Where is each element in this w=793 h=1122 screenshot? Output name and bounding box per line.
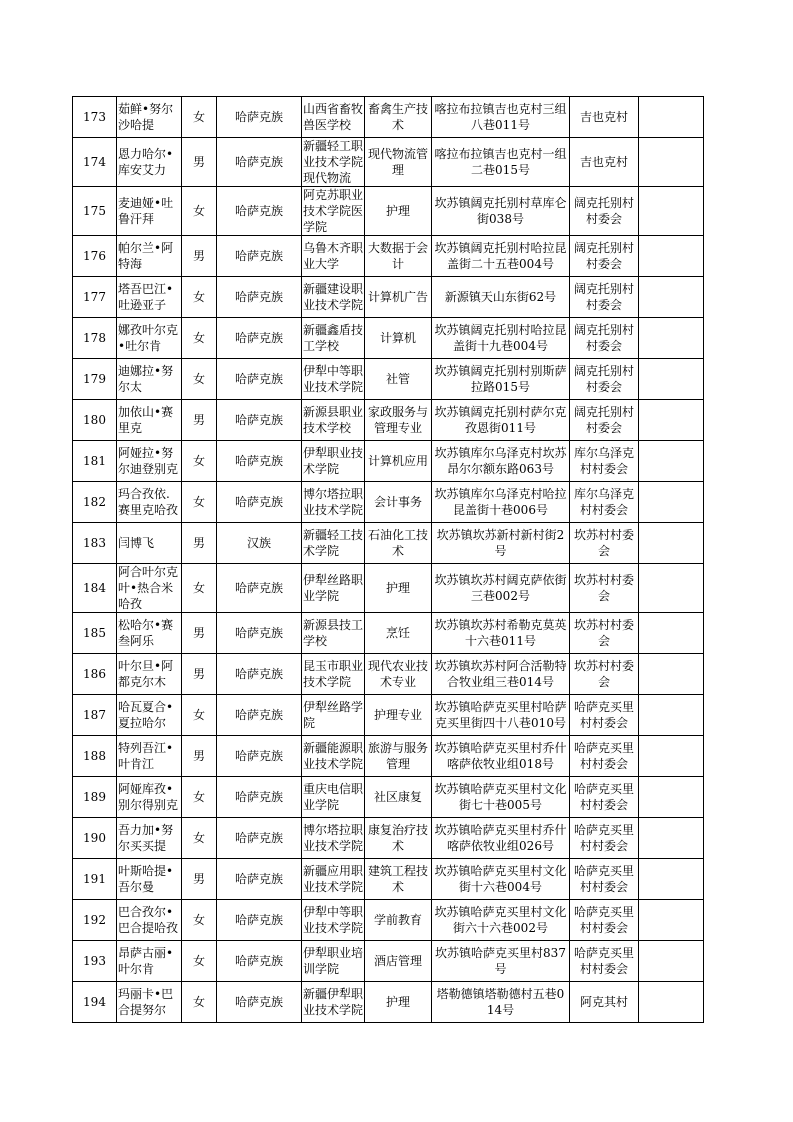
- village-cell: 哈萨克买里村村委会: [570, 941, 639, 982]
- home-address-cell: 坎苏镇哈萨克买里村哈萨克买里街四十八巷010号: [432, 695, 570, 736]
- home-address-cell: 喀拉布拉镇吉也克村一组二巷015号: [432, 138, 570, 187]
- school-cell: 伊犁丝路职业学院: [302, 564, 365, 613]
- home-address-cell: 坎苏镇坎苏新村新村街2号: [432, 523, 570, 564]
- gender-cell: 女: [182, 818, 217, 859]
- gender-cell: 女: [182, 441, 217, 482]
- roster-table: [72, 96, 704, 1023]
- row-number-cell: 191: [73, 859, 117, 900]
- major-cell: 计算机广告: [365, 277, 432, 318]
- ethnicity-cell: 哈萨克族: [217, 318, 302, 359]
- student-name-cell: 昂萨古丽•叶尔肯: [117, 941, 182, 982]
- ethnicity-cell: 哈萨克族: [217, 277, 302, 318]
- row-number-cell: 189: [73, 777, 117, 818]
- village-cell: 阔克托别村村委会: [570, 277, 639, 318]
- ethnicity-cell: 哈萨克族: [217, 187, 302, 236]
- major-cell: 家政服务与管理专业: [365, 400, 432, 441]
- gender-cell: 男: [182, 654, 217, 695]
- student-name-cell: 哈瓦夏合•夏拉哈尔: [117, 695, 182, 736]
- school-cell: 新疆应用职业技术学院: [302, 859, 365, 900]
- student-name-cell: 阿娅库孜•别尔得别克: [117, 777, 182, 818]
- school-cell: 伊犁丝路学院: [302, 695, 365, 736]
- gender-cell: 女: [182, 482, 217, 523]
- major-cell: 畜禽生产技术: [365, 97, 432, 138]
- home-address-cell: 坎苏镇阔克托别村哈拉昆盖街二十五巷004号: [432, 236, 570, 277]
- row-number-cell: 182: [73, 482, 117, 523]
- village-cell: 吉也克村: [570, 138, 639, 187]
- ethnicity-cell: 哈萨克族: [217, 818, 302, 859]
- gender-cell: 女: [182, 564, 217, 613]
- table-row: [73, 982, 704, 1023]
- ethnicity-cell: 汉族: [217, 523, 302, 564]
- major-cell: 现代物流管理: [365, 138, 432, 187]
- table-row: [73, 736, 704, 777]
- gender-cell: 男: [182, 736, 217, 777]
- gender-cell: 男: [182, 859, 217, 900]
- remarks-cell: [639, 982, 704, 1023]
- home-address-cell: 坎苏镇坎苏村希勒克莫英十六巷011号: [432, 613, 570, 654]
- gender-cell: 女: [182, 318, 217, 359]
- remarks-cell: [639, 97, 704, 138]
- major-cell: 学前教育: [365, 900, 432, 941]
- row-number-cell: 187: [73, 695, 117, 736]
- student-name-cell: 恩力哈尔•库安艾力: [117, 138, 182, 187]
- major-cell: 现代农业技术专业: [365, 654, 432, 695]
- village-cell: 阔克托别村村委会: [570, 236, 639, 277]
- village-cell: 库尔乌泽克村村委会: [570, 441, 639, 482]
- school-cell: 重庆电信职业学院: [302, 777, 365, 818]
- major-cell: 社管: [365, 359, 432, 400]
- row-number-cell: 179: [73, 359, 117, 400]
- major-cell: 酒店管理: [365, 941, 432, 982]
- table-row: [73, 277, 704, 318]
- major-cell: 护理: [365, 982, 432, 1023]
- ethnicity-cell: 哈萨克族: [217, 982, 302, 1023]
- village-cell: 阔克托别村村委会: [570, 359, 639, 400]
- student-name-cell: 叶尔旦•阿都克尔木: [117, 654, 182, 695]
- major-cell: 计算机: [365, 318, 432, 359]
- student-name-cell: 特列吾江•叶肯江: [117, 736, 182, 777]
- village-cell: 哈萨克买里村村委会: [570, 777, 639, 818]
- ethnicity-cell: 哈萨克族: [217, 400, 302, 441]
- gender-cell: 男: [182, 613, 217, 654]
- school-cell: 新疆轻工技术学院: [302, 523, 365, 564]
- ethnicity-cell: 哈萨克族: [217, 359, 302, 400]
- home-address-cell: 坎苏镇阔克托别村别斯萨拉路015号: [432, 359, 570, 400]
- school-cell: 博尔塔拉职业技术学院: [302, 818, 365, 859]
- school-cell: 新疆建设职业技术学院: [302, 277, 365, 318]
- school-cell: 阿克苏职业技术学院医学院: [303, 188, 364, 234]
- remarks-cell: [639, 900, 704, 941]
- ethnicity-cell: 哈萨克族: [217, 900, 302, 941]
- gender-cell: 女: [182, 941, 217, 982]
- remarks-cell: [639, 654, 704, 695]
- row-number-cell: 192: [73, 900, 117, 941]
- student-name-cell: 迪娜拉•努尔太: [117, 359, 182, 400]
- village-cell: 阿克其村: [570, 982, 639, 1023]
- school-cell: 伊犁职业培训学院: [302, 941, 365, 982]
- remarks-cell: [639, 236, 704, 277]
- remarks-cell: [639, 941, 704, 982]
- home-address-cell: 坎苏镇阔克托别村萨尔克孜恩街011号: [432, 400, 570, 441]
- row-number-cell: 173: [73, 97, 117, 138]
- school-cell: 新疆伊犁职业技术学院: [302, 982, 365, 1023]
- student-name-cell: 松哈尔•赛叁阿乐: [117, 613, 182, 654]
- gender-cell: 女: [182, 982, 217, 1023]
- school-cell: 新疆轻工职业技术学院现代物流: [303, 139, 364, 185]
- village-cell: 哈萨克买里村村委会: [570, 736, 639, 777]
- ethnicity-cell: 哈萨克族: [217, 564, 302, 613]
- school-cell: 山西省畜牧兽医学校: [302, 97, 365, 138]
- row-number-cell: 194: [73, 982, 117, 1023]
- gender-cell: 女: [182, 777, 217, 818]
- table-row: [73, 818, 704, 859]
- table-row: [73, 564, 704, 613]
- ethnicity-cell: 哈萨克族: [217, 97, 302, 138]
- village-cell: 坎苏村村委会: [570, 564, 639, 613]
- gender-cell: 女: [182, 900, 217, 941]
- student-name-cell: 茹鲜•努尔沙哈提: [117, 97, 182, 138]
- table-row: [73, 900, 704, 941]
- ethnicity-cell: 哈萨克族: [217, 736, 302, 777]
- table-row: [73, 359, 704, 400]
- table-row: [73, 859, 704, 900]
- school-cell: 新疆鑫盾技工学校: [302, 318, 365, 359]
- remarks-cell: [639, 613, 704, 654]
- village-cell: 哈萨克买里村村委会: [570, 818, 639, 859]
- remarks-cell: [639, 400, 704, 441]
- gender-cell: 男: [182, 138, 217, 187]
- school-cell: 新源县职业技术学校: [302, 400, 365, 441]
- student-name-cell: 加依山•赛里克: [117, 400, 182, 441]
- school-cell: 伊犁职业技术学院: [302, 441, 365, 482]
- table-row: [73, 654, 704, 695]
- row-number-cell: 176: [73, 236, 117, 277]
- remarks-cell: [639, 523, 704, 564]
- ethnicity-cell: 哈萨克族: [217, 654, 302, 695]
- major-cell: 社区康复: [365, 777, 432, 818]
- home-address-cell: 坎苏镇阔克托别村哈拉昆盖街十九巷004号: [432, 318, 570, 359]
- village-cell: 阔克托别村村委会: [570, 400, 639, 441]
- remarks-cell: [639, 138, 704, 187]
- student-name-cell: 塔吾巴江•吐逊亚子: [117, 277, 182, 318]
- student-name-cell: 巴合孜尔•巴合提哈孜: [117, 900, 182, 941]
- village-cell: 阔克托别村村委会: [570, 187, 639, 236]
- table-row: [73, 138, 704, 187]
- village-cell: 哈萨克买里村村委会: [570, 900, 639, 941]
- remarks-cell: [639, 859, 704, 900]
- major-cell: 康复治疗技术: [365, 818, 432, 859]
- student-name-cell: 阿娅拉•努尔迪登别克: [117, 441, 182, 482]
- remarks-cell: [639, 359, 704, 400]
- gender-cell: 男: [182, 236, 217, 277]
- table-row: [73, 695, 704, 736]
- home-address-cell: 坎苏镇哈萨克买里村文化街十六巷004号: [432, 859, 570, 900]
- village-cell: 哈萨克买里村村委会: [570, 695, 639, 736]
- major-cell: 护理专业: [365, 695, 432, 736]
- home-address-cell: 喀拉布拉镇吉也克村三组八巷011号: [432, 97, 570, 138]
- home-address-cell: 坎苏镇哈萨克买里村文化街七十巷005号: [432, 777, 570, 818]
- home-address-cell: 塔勒德镇塔勒德村五巷014号: [432, 982, 570, 1023]
- remarks-cell: [639, 318, 704, 359]
- student-name-cell: 帕尔兰•阿特海: [117, 236, 182, 277]
- table-row: [73, 482, 704, 523]
- ethnicity-cell: 哈萨克族: [217, 941, 302, 982]
- major-cell: 护理: [365, 564, 432, 613]
- student-name-cell: 玛丽卡•巴合提努尔: [117, 982, 182, 1023]
- remarks-cell: [639, 736, 704, 777]
- table-row: [73, 523, 704, 564]
- major-cell: 会计事务: [365, 482, 432, 523]
- table-row: [73, 613, 704, 654]
- table-row: [73, 441, 704, 482]
- ethnicity-cell: 哈萨克族: [217, 695, 302, 736]
- school-cell: 伊犁中等职业技术学院: [302, 359, 365, 400]
- student-name-cell: 玛合孜依.赛里克哈孜: [117, 482, 182, 523]
- gender-cell: 女: [182, 277, 217, 318]
- gender-cell: 男: [182, 523, 217, 564]
- ethnicity-cell: 哈萨克族: [217, 441, 302, 482]
- home-address-cell: 坎苏镇哈萨克买里村文化街六十六巷002号: [432, 900, 570, 941]
- major-cell: 护理: [365, 187, 432, 236]
- village-cell: 哈萨克买里村村委会: [570, 859, 639, 900]
- student-name-cell: 娜孜叶尔克•吐尔肯: [117, 318, 182, 359]
- remarks-cell: [639, 277, 704, 318]
- school-cell: 乌鲁木齐职业大学: [302, 236, 365, 277]
- table-row: [73, 777, 704, 818]
- student-name-cell: 闫博飞: [117, 523, 182, 564]
- major-cell: 旅游与服务管理: [365, 736, 432, 777]
- home-address-cell: 坎苏镇哈萨克买里村乔什喀萨依牧业组026号: [432, 818, 570, 859]
- major-cell: 石油化工技术: [365, 523, 432, 564]
- student-name-cell: 叶斯哈提•吾尔曼: [117, 859, 182, 900]
- major-cell: 建筑工程技术: [365, 859, 432, 900]
- student-name-cell: 阿合叶尔克叶•热合米哈孜: [117, 564, 182, 613]
- gender-cell: 女: [182, 695, 217, 736]
- home-address-cell: 坎苏镇哈萨克买里村乔什喀萨依牧业组018号: [432, 736, 570, 777]
- row-number-cell: 188: [73, 736, 117, 777]
- home-address-cell: 坎苏镇坎苏村阔克萨依街三巷002号: [432, 564, 570, 613]
- roster-body: [73, 97, 704, 1023]
- student-name-cell: 吾力加•努尔买买提: [117, 818, 182, 859]
- ethnicity-cell: 哈萨克族: [217, 138, 302, 187]
- student-name-cell: 麦迪娅•吐鲁汗拜: [117, 187, 182, 236]
- village-cell: 坎苏村村委会: [570, 654, 639, 695]
- school-cell: 新源县技工学校: [302, 613, 365, 654]
- table-row: [73, 941, 704, 982]
- table-row: [73, 97, 704, 138]
- home-address-cell: 新源镇天山东街62号: [432, 277, 570, 318]
- gender-cell: 女: [182, 97, 217, 138]
- table-row: [73, 400, 704, 441]
- row-number-cell: 175: [73, 187, 117, 236]
- remarks-cell: [639, 777, 704, 818]
- row-number-cell: 177: [73, 277, 117, 318]
- major-cell: 计算机应用: [365, 441, 432, 482]
- remarks-cell: [639, 564, 704, 613]
- ethnicity-cell: 哈萨克族: [217, 236, 302, 277]
- major-cell: 烹饪: [365, 613, 432, 654]
- school-cell: 新疆能源职业技术学院: [302, 736, 365, 777]
- ethnicity-cell: 哈萨克族: [217, 859, 302, 900]
- village-cell: 吉也克村: [570, 97, 639, 138]
- school-cell: 伊犁中等职业技术学院: [302, 900, 365, 941]
- row-number-cell: 174: [73, 138, 117, 187]
- home-address-cell: 坎苏镇阔克托别村草库仑街038号: [432, 187, 570, 236]
- row-number-cell: 193: [73, 941, 117, 982]
- table-row: [73, 236, 704, 277]
- home-address-cell: 坎苏镇坎苏村阿合活勒特合牧业组三巷014号: [432, 654, 570, 695]
- row-number-cell: 181: [73, 441, 117, 482]
- table-row: [73, 318, 704, 359]
- home-address-cell: 坎苏镇库尔乌泽克村坎苏昂尔尔额东路063号: [432, 441, 570, 482]
- ethnicity-cell: 哈萨克族: [217, 613, 302, 654]
- gender-cell: 女: [182, 187, 217, 236]
- ethnicity-cell: 哈萨克族: [217, 482, 302, 523]
- row-number-cell: 180: [73, 400, 117, 441]
- gender-cell: 女: [182, 359, 217, 400]
- village-cell: 库尔乌泽克村村委会: [570, 482, 639, 523]
- remarks-cell: [639, 695, 704, 736]
- school-cell: 博尔塔拉职业技术学院: [302, 482, 365, 523]
- row-number-cell: 184: [73, 564, 117, 613]
- major-cell: 大数据于会计: [365, 236, 432, 277]
- row-number-cell: 185: [73, 613, 117, 654]
- row-number-cell: 178: [73, 318, 117, 359]
- remarks-cell: [639, 482, 704, 523]
- row-number-cell: 183: [73, 523, 117, 564]
- village-cell: 阔克托别村村委会: [570, 318, 639, 359]
- row-number-cell: 190: [73, 818, 117, 859]
- table-row: [73, 187, 704, 236]
- gender-cell: 男: [182, 400, 217, 441]
- village-cell: 坎苏村村委会: [570, 613, 639, 654]
- home-address-cell: 坎苏镇库尔乌泽克村哈拉昆盖街十巷006号: [432, 482, 570, 523]
- school-cell: 昆玉市职业技术学院: [302, 654, 365, 695]
- remarks-cell: [639, 187, 704, 236]
- home-address-cell: 坎苏镇哈萨克买里村837号: [432, 941, 570, 982]
- village-cell: 坎苏村村委会: [570, 523, 639, 564]
- remarks-cell: [639, 818, 704, 859]
- row-number-cell: 186: [73, 654, 117, 695]
- ethnicity-cell: 哈萨克族: [217, 777, 302, 818]
- remarks-cell: [639, 441, 704, 482]
